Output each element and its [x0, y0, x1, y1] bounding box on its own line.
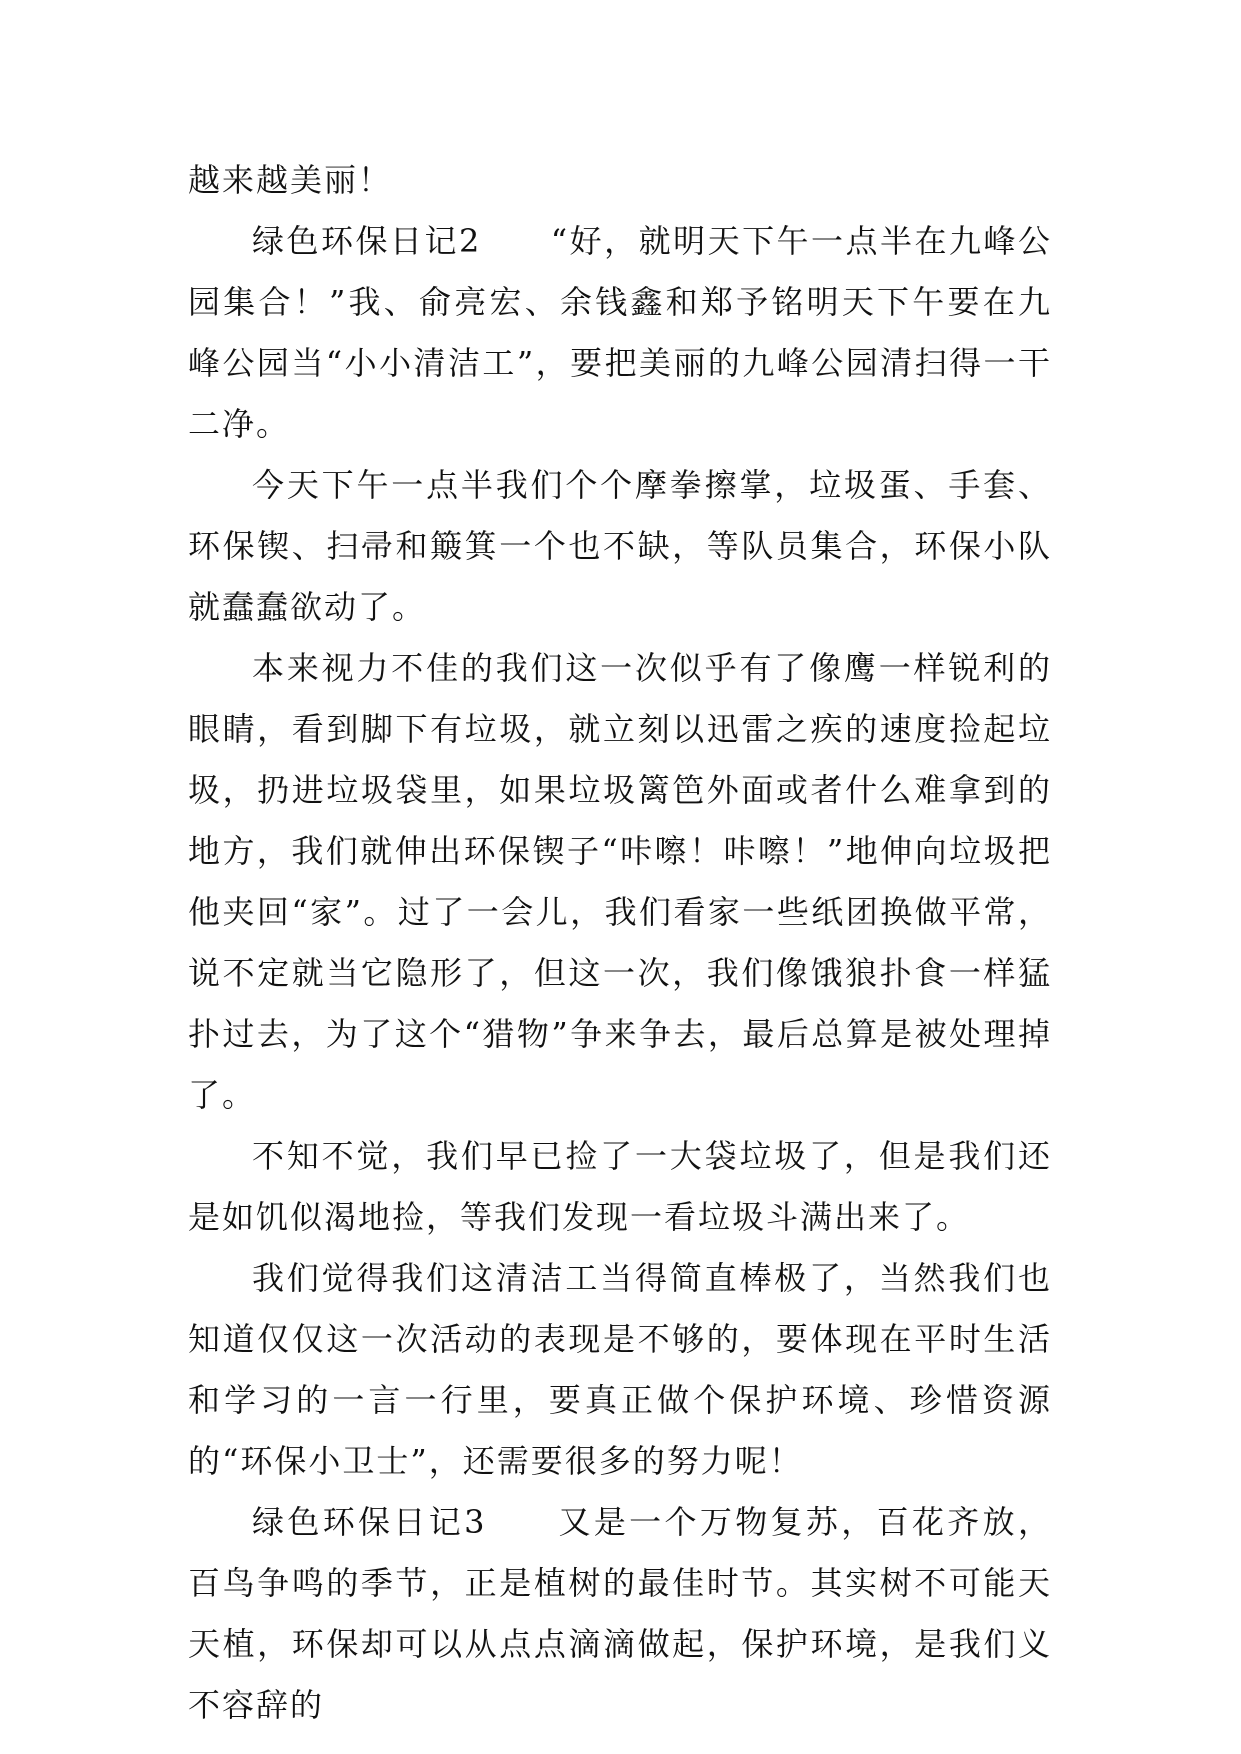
- document-page: [188, 150, 1052, 1736]
- paragraph-cleaning: 本来视力不佳的我们这一次似乎有了像鹰一样锐利的眼睛，看到脚下有垃圾，就立刻以迅雷之疾的速度捡起垃圾，扔进垃圾袋里，如果垃圾篱笆外面或者什么难拿到的地方，我们就伸出环保锲子“咔嚓！咔嚓！”地伸向垃圾把他夹回“家”。过了一会儿，我们看家一些纸团换做平常，说不定就当它隐形了，但这一次，我们像饿狼扑食一样猛扑过去，为了这个“猎物”争来争去，最后总算是被处理掉了。: [188, 649, 1052, 1114]
- paragraph-full-bag: 不知不觉，我们早已捡了一大袋垃圾了，但是我们还是如饥似渴地捡，等我们发现一看垃圾斗满出来了。: [188, 1137, 1052, 1236]
- paragraph-diary-2-intro: 绿色环保日记2 “好，就明天下午一点半在九峰公园集合！”我、俞亮宏、余钱鑫和郑予铭明天下午要在九峰公园当“小小清洁工”，要把美丽的九峰公园清扫得一干二净。: [188, 222, 1052, 443]
- paragraph-continuation: 越来越美丽！: [188, 161, 393, 199]
- paragraph-reflection: 我们觉得我们这清洁工当得简直棒极了，当然我们也知道仅仅这一次活动的表现是不够的，要体现在平时生活和学习的一言一行里，要真正做个保护环境、珍惜资源的“环保小卫士”，还需要很多的努力呢！: [188, 1259, 1052, 1480]
- paragraph-preparation: 今天下午一点半我们个个摩拳擦掌，垃圾蛋、手套、环保锲、扫帚和簸箕一个也不缺，等队员集合，环保小队就蠢蠢欲动了。: [188, 466, 1052, 626]
- paragraph-diary-3-intro: 绿色环保日记3 又是一个万物复苏，百花齐放，百鸟争鸣的季节，正是植树的最佳时节。其实树不可能天天植，环保却可以从点点滴滴做起，保护环境，是我们义不容辞的: [188, 1503, 1052, 1724]
